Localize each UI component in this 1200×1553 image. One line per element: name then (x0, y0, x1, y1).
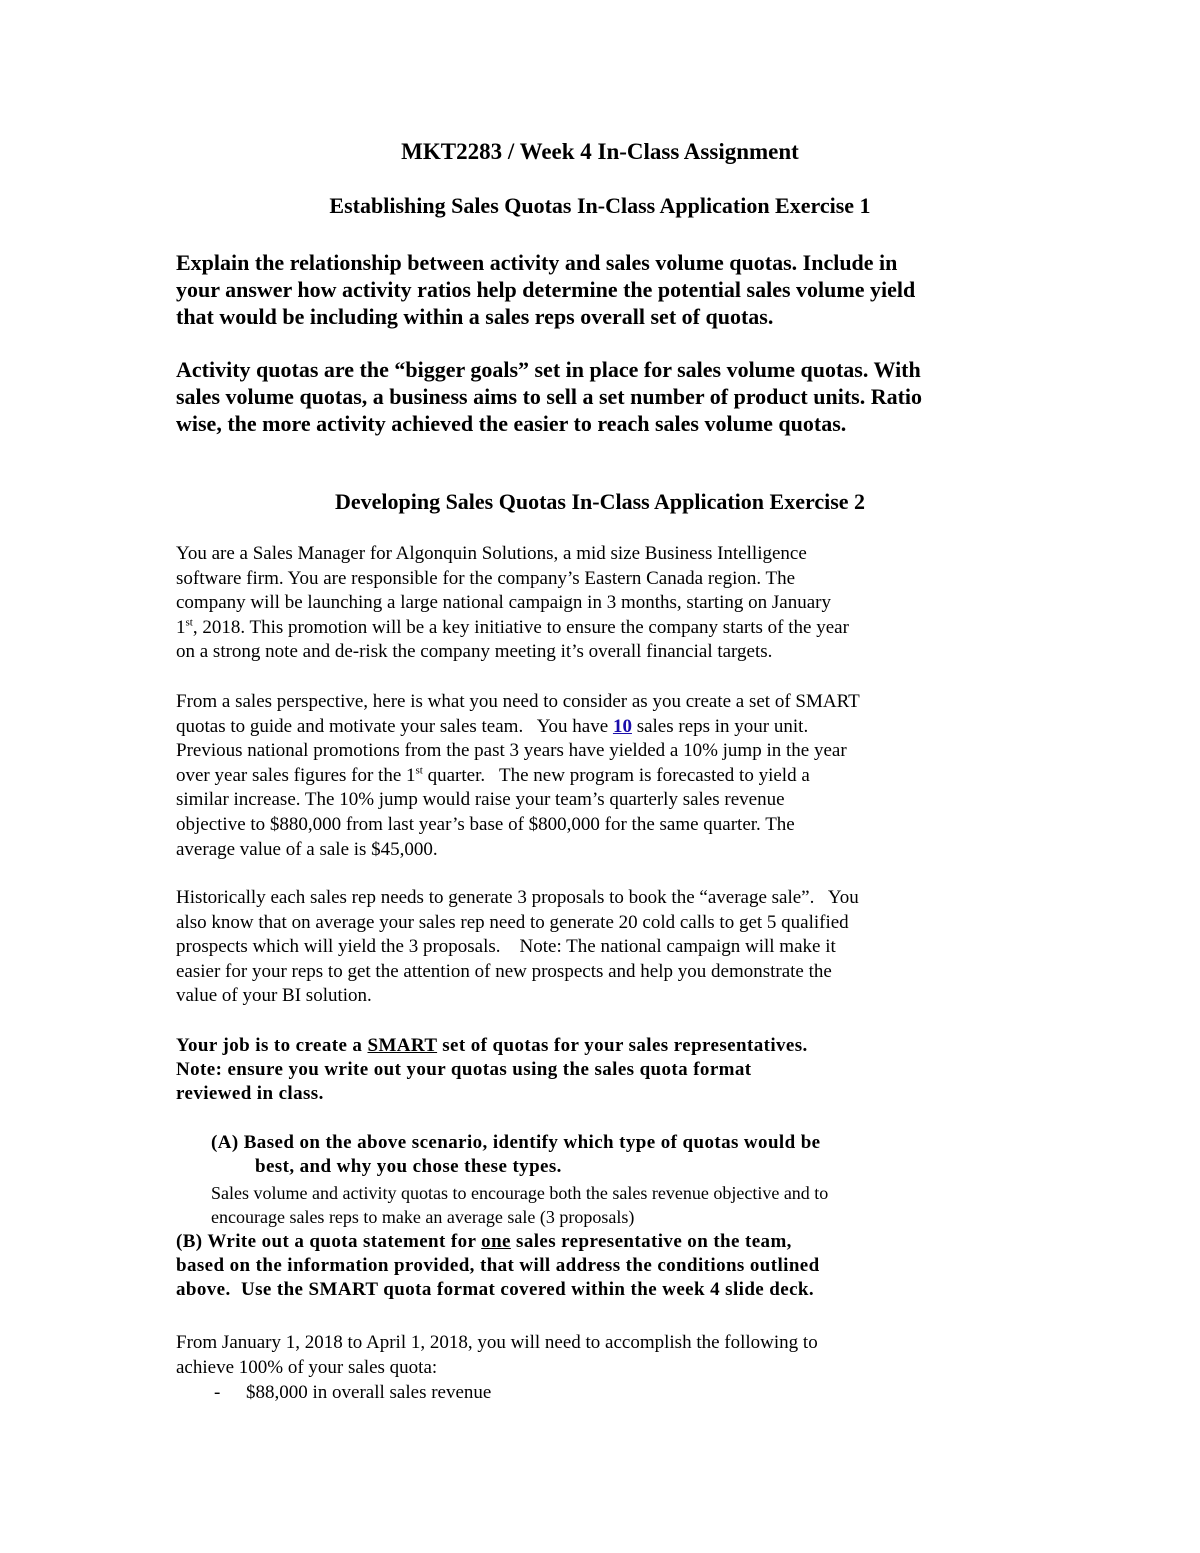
task-line (176, 1034, 1056, 1058)
paragraph-line: objective to $880,000 from last year’s base of $800,000 for the same quarter. The (176, 813, 795, 835)
document-title: MKT2283 / Week 4 In-Class Assignment (401, 139, 799, 164)
paragraph-line: You are a Sales Manager for Algonquin Solutions, a mid size Business Intelligence (176, 543, 807, 564)
text-run: Your job is to create a (176, 1035, 368, 1056)
question-b-line (176, 1230, 1056, 1254)
paragraph-line (176, 616, 1036, 641)
scenario-paragraph-3 (176, 886, 1036, 1009)
bullet-item (214, 1381, 491, 1405)
paragraph-line: similar increase. The 10% jump would raise your team’s quarterly sales revenue (176, 789, 785, 811)
paragraph-line: company will be launching a large national campaign in 3 months, starting on January (176, 592, 831, 614)
question-a-line: best, and why you chose these types. (255, 1156, 562, 1177)
ordinal-superscript: st (185, 616, 193, 629)
paragraph-line: Historically each sales rep needs to generate 3 proposals to book the “average sale”. You (176, 887, 859, 908)
question-b (176, 1230, 1056, 1302)
answer-a (211, 1181, 1071, 1229)
paragraph-line: also know that on average your sales rep need to generate 20 cold calls to get 5 qualified (176, 911, 849, 933)
exercise1-answer (176, 356, 1036, 437)
exercise1-answer-line: wise, the more activity achieved the easier to reach sales volume quotas. (176, 411, 847, 436)
exercise2-heading: Developing Sales Quotas In-Class Application Exercise 2 (334, 489, 866, 514)
answer-b (176, 1331, 1036, 1380)
paragraph-line (176, 764, 1036, 789)
paragraph-line: Previous national promotions from the past 3 years have yielded a 10% jump in the year (176, 740, 847, 762)
scenario-paragraph-2 (176, 690, 1036, 862)
task-line: reviewed in class. (176, 1083, 324, 1104)
exercise1-question-line: your answer how activity ratios help determine the potential sales volume yield (176, 277, 916, 302)
exercise1-question-line: Explain the relationship between activity and sales volume quotas. Include in (176, 250, 898, 275)
paragraph-line: on a strong note and de-risk the company meeting it’s overall financial targets. (176, 641, 773, 663)
text-run: quotas to guide and motivate your sales team. You have (176, 715, 613, 737)
answer-b-line: achieve 100% of your sales quota: (176, 1356, 438, 1378)
smart-underlined: SMART (367, 1035, 438, 1056)
answer-b-line: From January 1, 2018 to April 1, 2018, you will need to accomplish the following to (176, 1332, 818, 1353)
exercise1-answer-line: Activity quotas are the “bigger goals” set in place for sales volume quotas. With (176, 357, 921, 382)
answer-a-line: Sales volume and activity quotas to encourage both the sales revenue objective and to (211, 1183, 829, 1203)
paragraph-line: software firm. You are responsible for the company’s Eastern Canada region. The (176, 567, 796, 589)
exercise1-question-line: that would be including within a sales reps overall set of quotas. (176, 304, 774, 329)
text-run: set of quotas for your sales representatives. (437, 1035, 808, 1056)
task-instructions (176, 1034, 1056, 1106)
paragraph-line: From a sales perspective, here is what you need to consider as you create a set of SMART (176, 691, 860, 712)
text-run: sales representative on the team, (510, 1231, 792, 1252)
text-run: over year sales figures for the 1 (176, 764, 416, 786)
paragraph-line (176, 715, 1036, 740)
bullet-text: $88,000 in overall sales revenue (246, 1382, 492, 1403)
paragraph-line: easier for your reps to get the attention of new prospects and help you demonstrate the (176, 960, 832, 982)
sales-reps-count-link[interactable]: 10 (612, 715, 632, 737)
text-run: 1 (176, 616, 186, 638)
text-run: sales reps in your unit. (631, 715, 809, 737)
question-b-line: based on the information provided, that will address the conditions outlined (176, 1255, 820, 1276)
question-a (211, 1131, 1071, 1179)
scenario-paragraph-1 (176, 542, 1036, 665)
exercise1-heading: Establishing Sales Quotas In-Class Application Exercise 1 (329, 193, 871, 218)
question-b-line: above. Use the SMART quota format covered within the week 4 slide deck. (176, 1279, 815, 1300)
paragraph-line: value of your BI solution. (176, 985, 372, 1007)
ordinal-superscript: st (415, 764, 423, 777)
one-underlined: one (481, 1231, 511, 1252)
text-run: , 2018. This promotion will be a key initiative to ensure the company starts of the year (192, 616, 849, 638)
text-run: quarter. The new program is forecasted to yield a (422, 764, 810, 786)
bullet-dash: - (214, 1382, 221, 1403)
exercise1-question (176, 249, 1036, 330)
task-line: Note: ensure you write out your quotas using the sales quota format (176, 1059, 752, 1080)
paragraph-line: average value of a sale is $45,000. (176, 838, 438, 860)
text-run: (B) Write out a quota statement for (176, 1231, 482, 1252)
exercise1-answer-line: sales volume quotas, a business aims to sell a set number of product units. Ratio (176, 384, 923, 409)
paragraph-line: prospects which will yield the 3 proposals. Note: The national campaign will make it (176, 936, 836, 958)
answer-a-line: encourage sales reps to make an average sale (3 proposals) (211, 1207, 635, 1227)
question-a-line: (A) Based on the above scenario, identify which type of quotas would be (211, 1132, 821, 1153)
